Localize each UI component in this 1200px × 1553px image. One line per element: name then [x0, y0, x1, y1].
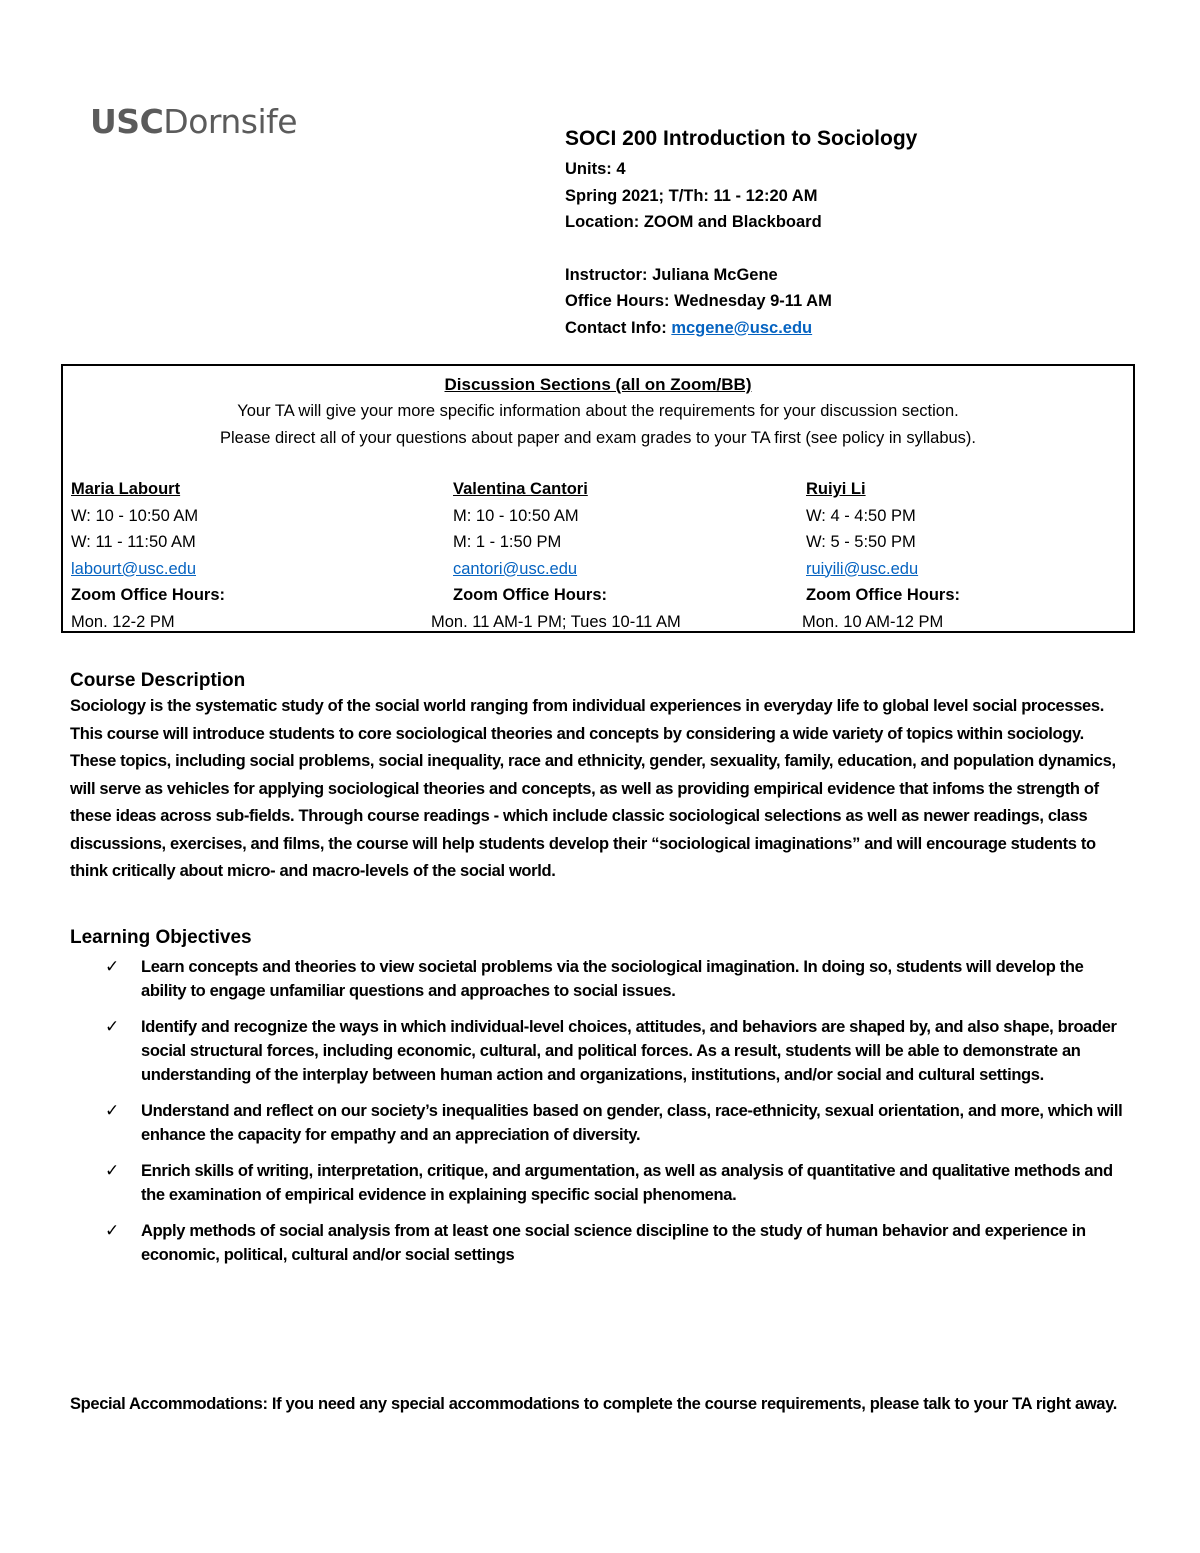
- ta-column-labourt: [71, 476, 225, 635]
- course-office-hours: Office Hours: Wednesday 9-11 AM: [565, 292, 832, 310]
- ta-slot-2: W: 11 - 11:50 AM: [71, 533, 196, 551]
- check-icon: ✓: [105, 1101, 119, 1121]
- list-item: [105, 1219, 1125, 1267]
- ta-slot-2: W: 5 - 5:50 PM: [806, 533, 916, 551]
- ta-email-link[interactable]: ruiyili@usc.edu: [806, 559, 919, 578]
- check-icon: ✓: [105, 1221, 119, 1241]
- objective-text: Enrich skills of writing, interpretation, critique, and argumentation, as well as analysis of quantitative and qualitative methods and the examination of empirical evidence in explaining specific social phenomena.: [141, 1162, 1113, 1204]
- ta-email-link[interactable]: labourt@usc.edu: [71, 559, 196, 578]
- objective-text: Understand and reflect on our society’s inequalities based on gender, class, race-ethnicity, sexual orientation, and more, which will enhance the capacity for empathy and an appreciation of diversity.: [141, 1102, 1123, 1144]
- discussion-sections-box: [61, 364, 1135, 633]
- check-icon: ✓: [105, 1161, 119, 1181]
- learning-objectives-list: [105, 955, 1125, 1279]
- objective-text: Identify and recognize the ways in which individual-level choices, attitudes, and behaviors are shaped by, and also shape, broader social structural forces, including economic, cultural, and political forces. As a result, students will be able to demonstrate an understanding of the interplay between human action and organizations, institutions, and/or social and cultural settings.: [141, 1018, 1117, 1084]
- course-schedule: Spring 2021; T/Th: 11 - 12:20 AM: [565, 186, 818, 205]
- logo-usc-text: USC: [90, 102, 164, 141]
- contact-label: Contact Info:: [565, 318, 672, 337]
- discussion-title: Discussion Sections (all on Zoom/BB): [444, 375, 752, 394]
- ta-office-hours-label: Zoom Office Hours:: [71, 586, 226, 604]
- course-units: Units: 4: [565, 160, 626, 178]
- list-item: [105, 955, 1125, 1003]
- objective-text: Learn concepts and theories to view societal problems via the sociological imagination. In doing so, students will develop the ability to engage unfamiliar questions and approaches to social issues.: [141, 958, 1084, 1000]
- ta-slot-1: W: 10 - 10:50 AM: [71, 506, 199, 525]
- ta-email-link[interactable]: cantori@usc.edu: [453, 559, 578, 578]
- discussion-line-1: Your TA will give your more specific information about the requirements for your discussion section.: [237, 402, 959, 420]
- ta-name: Maria Labourt: [71, 480, 181, 498]
- ta-office-hours: Mon. 11 AM-1 PM; Tues 10-11 AM: [431, 612, 681, 631]
- course-location: Location: ZOOM and Blackboard: [565, 213, 822, 231]
- ta-column-cantori: [431, 476, 681, 635]
- ta-office-hours-label: Zoom Office Hours:: [806, 586, 961, 604]
- special-accommodations-text: Special Accommodations: If you need any special accommodations to complete the course requirements, please talk to your TA right away.: [70, 1395, 1117, 1413]
- course-contact: [565, 315, 1165, 342]
- course-description-text: Sociology is the systematic study of the social world ranging from individual experiences in everyday life to global level social processes. This course will introduce students to core sociological theories and concepts by considering a wide variety of topics within sociology. These topics, including social problems, social inequality, race and ethnicity, gender, sexuality, family, education, and population dynamics, will serve as vehicles for applying sociological theories and concepts, as well as providing empirical evidence that infoms the strength of these ideas across sub-fields. Through course readings - which include classic sociological selections as well as newer readings, class discussions, exercises, and films, the course will help students develop their “sociological imaginations” and will encourage students to think critically about micro- and macro-levels of the social world.: [70, 697, 1116, 880]
- ta-slot-1: W: 4 - 4:50 PM: [806, 506, 916, 525]
- ta-name: Ruiyi Li: [806, 480, 866, 498]
- instructor-email-link[interactable]: mcgene@usc.edu: [671, 318, 813, 337]
- ta-office-hours: Mon. 10 AM-12 PM: [802, 612, 944, 631]
- learning-objectives-heading: Learning Objectives: [70, 927, 252, 948]
- logo-dornsife-text: Dornsife: [163, 102, 298, 141]
- list-item: [105, 1015, 1125, 1087]
- objective-text: Apply methods of social analysis from at least one social science discipline to the study of human behavior and experience in economic, political, cultural and/or social settings: [141, 1222, 1086, 1264]
- discussion-line-2: Please direct all of your questions about paper and exam grades to your TA first (see policy in syllabus).: [219, 428, 977, 447]
- check-icon: ✓: [105, 1017, 119, 1037]
- ta-name: Valentina Cantori: [453, 480, 588, 498]
- ta-slot-1: M: 10 - 10:50 AM: [453, 506, 579, 525]
- ta-slot-2: M: 1 - 1:50 PM: [453, 533, 562, 551]
- usc-dornsife-logo: [90, 102, 297, 142]
- list-item: [105, 1159, 1125, 1207]
- course-title: SOCI 200 Introduction to Sociology: [565, 127, 918, 150]
- ta-office-hours: Mon. 12-2 PM: [71, 612, 175, 631]
- check-icon: ✓: [105, 957, 119, 977]
- ta-column-li: [802, 476, 961, 635]
- list-item: [105, 1099, 1125, 1147]
- course-instructor: Instructor: Juliana McGene: [565, 265, 778, 284]
- ta-office-hours-label: Zoom Office Hours:: [453, 586, 608, 604]
- course-description-heading: Course Description: [70, 670, 246, 691]
- course-header: [565, 124, 1165, 341]
